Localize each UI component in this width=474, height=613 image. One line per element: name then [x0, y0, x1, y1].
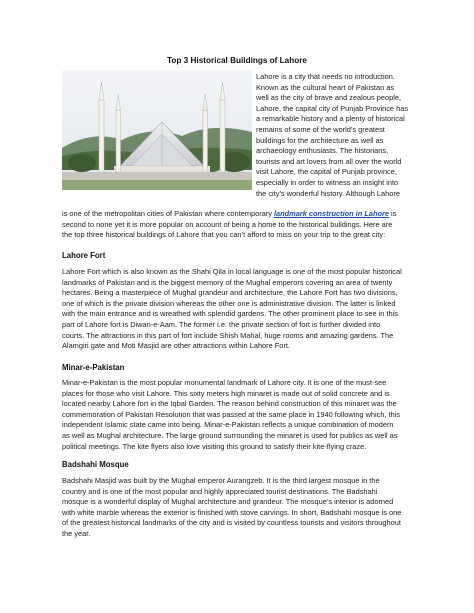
paragraph-line: mosque is a wonderful display of Mughal architecture and grandeur. The mosque’s interior is adorned	[62, 497, 394, 507]
intro-line: the city’s wonderful history. Although Lahore	[256, 188, 400, 198]
paragraph-line: places for those who visit Lahore. This sixty meters high minaret is made out of solid concrete and is	[62, 388, 390, 398]
section-body-badshahi-mosque	[62, 476, 422, 540]
intro-text: is one of the metropolitan cities of Pakistan where contemporary	[62, 209, 274, 218]
intro-line: especially in order to witness an insight into	[256, 177, 399, 187]
intro-line: Lahore, the capital city of Punjab Province has	[256, 103, 409, 113]
intro-line: buildings for the architecture as well as	[256, 135, 384, 145]
paragraph-line: country and is one of the most popular and highly appreciated tourist destinations. The Badshahi	[62, 486, 378, 496]
paragraph-line: one of which is the private division whereas the other one is administrative division. The latter is linked	[62, 298, 396, 308]
intro-line: Lahore is a city that needs no introduction.	[256, 72, 395, 81]
paragraph-line: courts. The attractions in this part of fort include Shish Mahal, huge rooms and amazing gardens. The	[62, 330, 394, 340]
section-heading-badshahi-mosque: Badshahi Mosque	[62, 460, 129, 469]
section-heading-lahore-fort: Lahore Fort	[62, 251, 106, 260]
intro-line: the top three historical buildings of Lahore that you can’t afford to miss on your trip to the great city:	[62, 230, 386, 240]
intro-text: is	[388, 209, 397, 218]
paragraph-line: landmarks of Pakistan and is the biggest memory of the Mughal emperors covering an area of twenty	[62, 277, 393, 287]
paragraph-line: Alamgiri gate and Moti Masjid are other attractions within Lahore Fort.	[62, 341, 290, 351]
paragraph-line: the year.	[62, 528, 91, 538]
intro-text-full	[62, 209, 422, 241]
paragraph-line: Lahore Fort which is also known as the Shahi Qila in local language is one of the most popular historical	[62, 267, 402, 276]
paragraph-line: of the greatest historical landmarks of the city and is visited by countless tourists and visitors throughout	[62, 518, 401, 528]
paragraph-line: located nearby Lahore fort in the Iqbal Garden. The reason behind construction of this minaret was the	[62, 399, 397, 409]
landmark-construction-link[interactable]: landmark construction in Lahore	[273, 209, 389, 218]
intro-line: archaeology enthusiasts. The historians,	[256, 146, 389, 156]
paragraph-line: as well as Mughal architecture. The large ground surrounding the minaret is used for publics as well as	[62, 430, 398, 440]
mosque-photo	[62, 70, 252, 190]
section-heading-minar-e-pakistan: Minar-e-Pakistan	[62, 363, 125, 372]
intro-text-right	[256, 72, 424, 199]
paragraph-line: with white marble whereas the exterior is finished with stove carvings. In short, Badshahi mosque is one	[62, 507, 402, 517]
paragraph-line: political meetings. The kite flyers also love visiting this ground to satisfy their kite-flying craze.	[62, 441, 367, 451]
intro-line: remains of some of the world’s greatest	[256, 124, 385, 134]
section-body-lahore-fort	[62, 267, 422, 352]
intro-line: well as the city of brave and zealous people,	[256, 93, 402, 103]
paragraph-line: part of Lahore fort is Diwan-e-Aam. The former i.e. the private section of fort is further divided into	[62, 319, 381, 329]
paragraph-line: with the main entrance and is wreathed with splendid gardens. The other prominent place to see in this	[62, 309, 398, 319]
paragraph-line: hectares. Being a masterpiece of Mughal grandeur and architecture, the Lahore Fort has two divisions,	[62, 288, 398, 298]
paragraph-line: independent Islamic state came into being. Minar-e-Pakistan reflects a unique combination of modern	[62, 420, 394, 430]
paragraph-line: Badshahi Masjid was built by the Mughal emperor Aurangzeb. It is the third largest mosque in the	[62, 476, 380, 485]
intro-line: tourists and art lovers from all over the world	[256, 156, 402, 166]
intro-line: a remarkable history and a plenty of historical	[256, 114, 405, 124]
paragraph-line: Minar-e-Pakistan is the most popular monumental landmark of Lahore city. It is one of the must-see	[62, 378, 387, 387]
intro-line: second to none yet it is more popular on account of being a home to the historical buildings. Here are	[62, 219, 393, 229]
intro-line: visit Lahore, the capital of Punjab province,	[256, 167, 397, 177]
document-title: Top 3 Historical Buildings of Lahore	[167, 56, 307, 65]
intro-line: Known as the cultural heart of Pakistan as	[256, 82, 395, 92]
paragraph-line: commemoration of Pakistan Resolution that was passed at the same place in 1940 following which, this	[62, 409, 401, 419]
section-body-minar-e-pakistan	[62, 378, 422, 452]
intro-line-with-link	[62, 209, 422, 220]
